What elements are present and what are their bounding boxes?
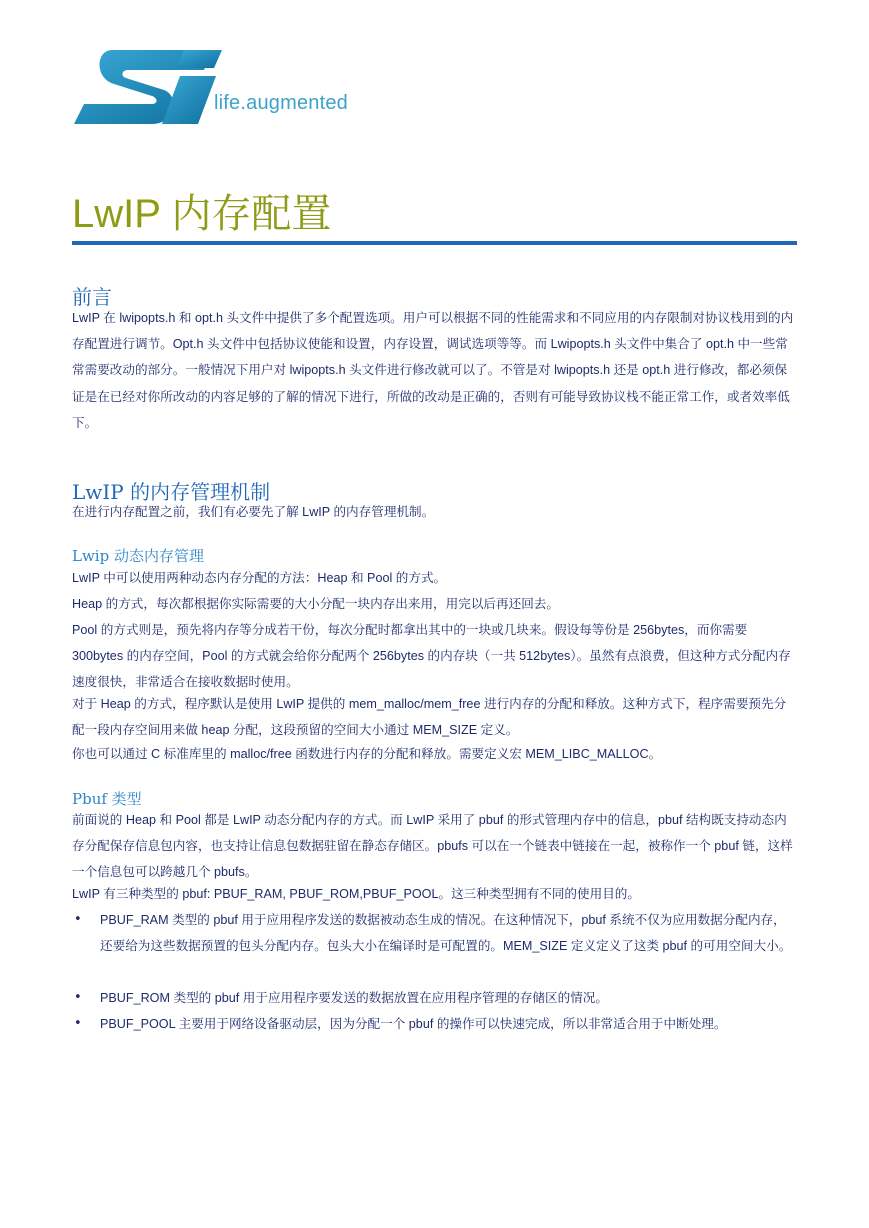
bullet-marker: • <box>74 1016 82 1031</box>
dynamic-paragraph-5: 你也可以通过 C 标准库里的 malloc/free 函数进行内存的分配和释放。需要定义宏 MEM_LIBC_MALLOC。 <box>72 747 662 761</box>
bullet-pbuf-ram: PBUF_RAM 类型的 pbuf 用于应用程序发送的数据被动态生成的情况。在这种情况下，pbuf 系统不仅为应用数据分配内存，还要给为这些数据预置的包头分配内存。包头大小在编译时是可配置的。MEM_SIZE 定义定义了这类 pbuf 的可用空间大小。 <box>100 913 792 954</box>
logo-tagline: life.augmented <box>214 92 349 114</box>
pbuf-paragraph-2: LwIP 有三种类型的 pbuf: PBUF_RAM, PBUF_ROM,PBUF_POOL。这三种类型拥有不同的使用目的。 <box>72 887 640 901</box>
bullet-pbuf-pool: PBUF_POOL 主要用于网络设备驱动层，因为分配一个 pbuf 的操作可以快速完成，所以非常适合用于中断处理。 <box>100 1017 727 1031</box>
bullet-marker: • <box>74 912 82 927</box>
st-logo-icon <box>72 46 372 128</box>
mechanism-paragraph: 在进行内存配置之前，我们有必要先了解 LwIP 的内存管理机制。 <box>72 505 435 519</box>
bullet-marker: • <box>74 990 82 1005</box>
heading-pbuf-types: Pbuf 类型 <box>72 790 142 808</box>
bullet-pbuf-rom: PBUF_ROM 类型的 pbuf 用于应用程序要发送的数据放置在应用程序管理的存储区的情况。 <box>100 991 608 1005</box>
page-title: LwIP 内存配置 <box>72 192 332 236</box>
heading-memory-mechanism: LwIP 的内存管理机制 <box>72 480 271 504</box>
pbuf-paragraph-1: 前面说的 Heap 和 Pool 都是 LwIP 动态分配内存的方式。而 LwIP 采用了 pbuf 的形式管理内存中的信息，pbuf 结构既支持动态内存分配保存信息包内容，也支持让信息包数据驻留在静态存储区。pbufs 可以在一个链表中链接在一起，被称作一个 pbuf 链，这样一个信息包可以跨越几个 pbufs。 <box>72 813 793 880</box>
dynamic-paragraph-4: 对于 Heap 的方式，程序默认是使用 LwIP 提供的 mem_malloc/mem_free 进行内存的分配和释放。这种方式下，程序需要预先分配一段内存空间用来做 heap 分配，这段预留的空间大小通过 MEM_SIZE 定义。 <box>72 697 787 738</box>
dynamic-paragraph-3: Pool 的方式则是，预先将内存等分成若干份，每次分配时都拿出其中的一块或几块来。假设每等份是 256bytes，而你需要 300bytes 的内存空间，Pool 的方式就会给你分配两个 256bytes 的内存块（一共 512bytes）。虽然有点浪费，但这种方式分配内存速度很快，非常适合在接收数据时使用。 <box>72 623 791 690</box>
preface-paragraph: LwIP 在 lwipopts.h 和 opt.h 头文件中提供了多个配置选项。用户可以根据不同的性能需求和不同应用的内存限制对协议栈用到的内存配置进行调节。Opt.h 头文件中包括协议使能和设置，内存设置，调试选项等等。而 Lwipopts.h 头文件中集合了 opt.h 中一些常常需要改动的部分。一般情况下用户对 lwipopts.h 头文件进行修改就可以了。不管是对 lwipopts.h 还是 opt.h 进行修改，都必须保证是在已经对你所改动的内容足够的了解的情况下进行，所做的改动是正确的，否则有可能导致协议栈不能正常工作，或者效率低下。 <box>72 311 794 430</box>
heading-dynamic-memory: Lwip 动态内存管理 <box>72 547 204 565</box>
dynamic-paragraph-1: LwIP 中可以使用两种动态内存分配的方法：Heap 和 Pool 的方式。 <box>72 571 447 585</box>
dynamic-paragraph-2: Heap 的方式，每次都根据你实际需要的大小分配一块内存出来用，用完以后再还回去。 <box>72 597 559 611</box>
heading-preface: 前言 <box>72 285 112 309</box>
title-divider <box>72 241 797 245</box>
